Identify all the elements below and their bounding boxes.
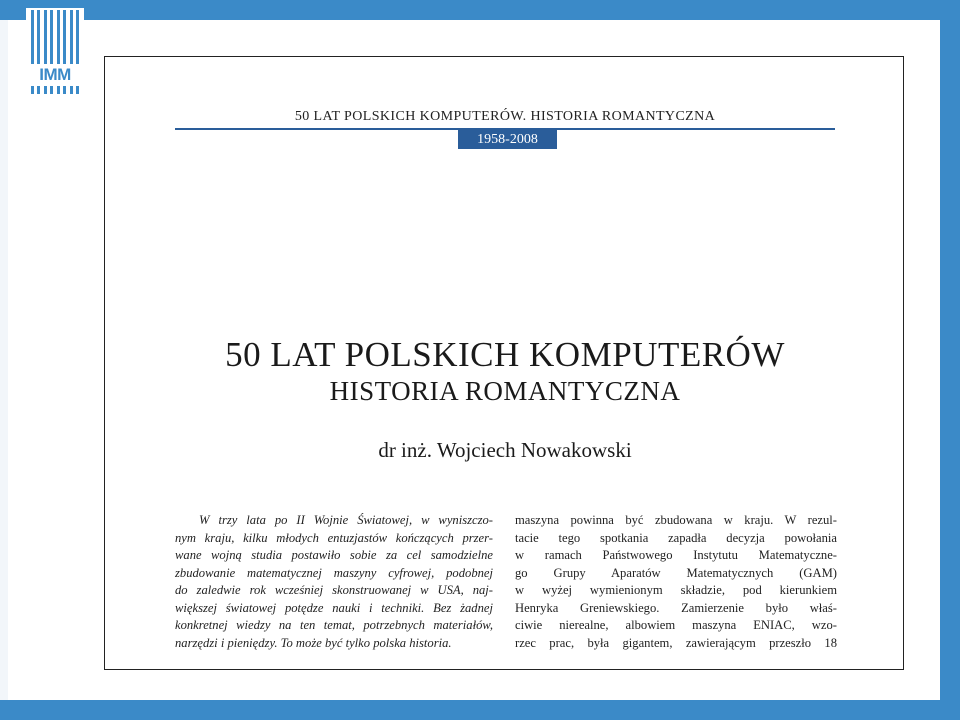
lead-line: do zaledwie rok wcześniej skonstruowanej w USA, naj- (175, 583, 493, 597)
body-line: w ramach Państwowego Instytutu Matematyczne- (515, 548, 837, 562)
body-column (515, 512, 837, 652)
article-author: dr inż. Wojciech Nowakowski (378, 438, 632, 462)
frame-right (940, 0, 960, 720)
body-line: w wyżej wymienionym składzie, pod kierunkiem (515, 583, 837, 597)
body-line: ciwie nierealne, albowiem maszyna ENIAC, wzo- (515, 618, 837, 632)
running-header: 50 LAT POLSKICH KOMPUTERÓW. HISTORIA ROMANTYCZNA (294, 109, 716, 124)
lead-line: W trzy lata po II Wojnie Światowej, w wyniszczo- (199, 513, 493, 527)
frame-top (0, 0, 960, 20)
lead-line: zbudowanie matematycznej maszyny cyfrowej, podobnej (175, 565, 493, 580)
imm-logo (26, 8, 84, 94)
logo-stripes-bottom-icon (31, 86, 79, 94)
logo-text: IMM (39, 65, 71, 84)
year-range-badge: 1958-2008 (458, 130, 557, 149)
lead-line: nym kraju, kilku młodych entuzjastów kończących przer- (175, 530, 493, 545)
frame-bottom (0, 700, 960, 720)
body-line: Henryka Greniewskiego. Zamierzenie było właś- (515, 600, 837, 615)
body-line: tacie tego spotkania zapadła decyzja powołania (515, 530, 837, 545)
article-subtitle: HISTORIA ROMANTYCZNA (329, 376, 681, 406)
body-line: maszyna powinna być zbudowana w kraju. W rezul- (515, 513, 837, 527)
lead-line: większej światowej potędze nauki i techniki. Bez żadnej (175, 600, 493, 615)
lead-paragraph (175, 512, 493, 652)
body-line: rzec prac, była gigantem, zawierającym przeszło 18 (515, 635, 837, 650)
lead-line: narzędzi i pieniędzy. To może być tylko polska historia. (175, 635, 452, 650)
lead-line: konkretnej wiedzy na ten temat, potrzebnych materiałów, (175, 618, 493, 632)
logo-stripes-icon (31, 10, 79, 64)
document-page (104, 56, 904, 670)
body-line: go Grupy Aparatów Matematycznych (GAM) (515, 565, 837, 580)
article-title: 50 LAT POLSKICH KOMPUTERÓW (225, 335, 785, 374)
lead-line: wane wojną studia postawiło sobie za cel samodzielne (175, 548, 493, 562)
frame-left-edge (0, 20, 8, 700)
